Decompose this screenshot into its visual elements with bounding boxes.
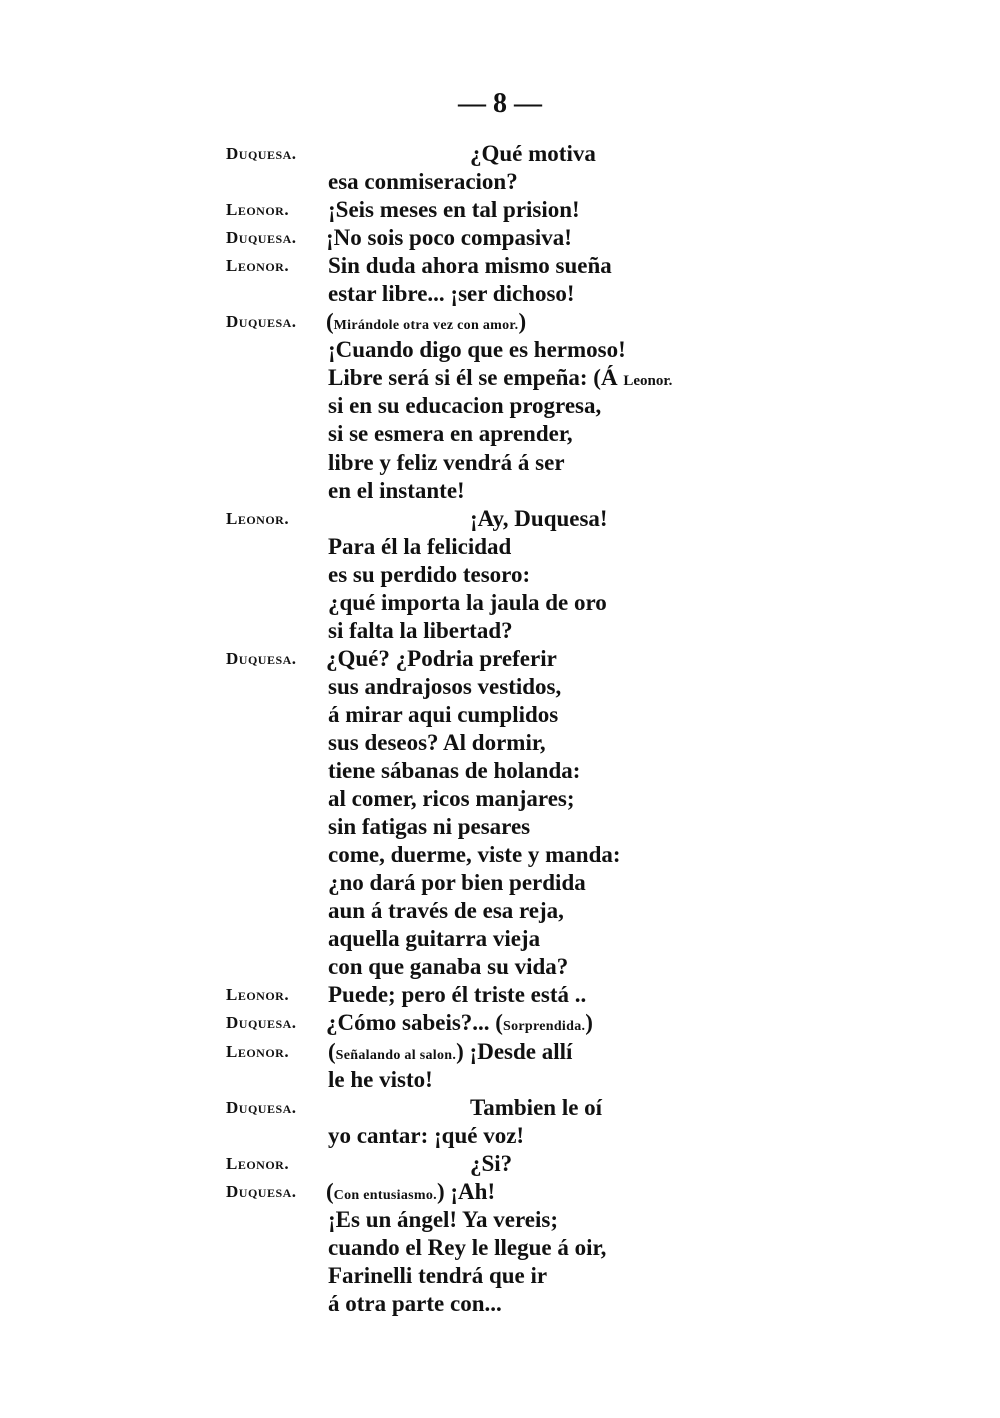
verse-text: Sin duda ahora mismo sueña xyxy=(328,253,612,279)
verse-line xyxy=(0,561,1000,589)
verse-text: ¿Qué? ¿Podria preferir xyxy=(326,645,557,671)
verse-line xyxy=(0,1066,1000,1094)
line-text xyxy=(328,561,530,589)
verse-line xyxy=(0,336,1000,364)
verse-line xyxy=(0,645,1000,673)
line-text xyxy=(328,1122,524,1150)
verse-text: ¿no dará por bien perdida xyxy=(328,870,586,896)
verse-text: á otra parte con... xyxy=(328,1290,502,1316)
verse-text: ¿Cómo sabeis?... ( xyxy=(326,1010,503,1036)
line-text xyxy=(328,1206,558,1234)
line-text xyxy=(328,533,511,561)
line-text xyxy=(328,953,568,981)
stage-direction: Con entusiasmo. xyxy=(333,1187,437,1203)
verse-line xyxy=(0,1234,1000,1262)
line-text xyxy=(328,364,672,395)
line-text xyxy=(328,813,530,841)
verse-text: ¿Si? xyxy=(470,1150,513,1176)
speaker-name: Duquesa. xyxy=(226,648,297,668)
line-text xyxy=(328,420,573,448)
verse-line xyxy=(0,1206,1000,1234)
verse-text: ¡No sois poco compasiva! xyxy=(326,225,572,251)
verse-text: sin fatigas ni pesares xyxy=(328,814,531,840)
verse-line xyxy=(0,1262,1000,1290)
verse-line xyxy=(0,897,1000,925)
verse-text: ) ¡Desde allí xyxy=(456,1038,573,1064)
line-text xyxy=(328,757,580,785)
verse-text: libre y feliz vendrá á ser xyxy=(328,449,565,475)
paren-close: ) xyxy=(518,309,527,335)
verse-text: ¿qué importa la jaula de oro xyxy=(328,589,607,615)
speaker-name: Duquesa. xyxy=(226,1097,297,1117)
verse-text: ) ¡Ah! xyxy=(436,1178,496,1204)
verse-text: esa conmiseracion? xyxy=(328,169,518,195)
speaker-name: Duquesa. xyxy=(226,1013,297,1033)
verse-line xyxy=(0,1038,1000,1066)
paren-open: ( xyxy=(328,1038,336,1064)
verse-text: es su perdido tesoro: xyxy=(328,561,531,587)
verse-text: cuando el Rey le llegue á oir, xyxy=(328,1234,607,1260)
line-text xyxy=(328,168,518,196)
verse-text: á mirar aqui cumplidos xyxy=(328,701,559,727)
stage-direction: Señalando al salon. xyxy=(335,1047,457,1063)
verse-text: ¡Ay, Duquesa! xyxy=(470,505,608,531)
speaker-name: Leonor. xyxy=(226,985,290,1005)
line-text xyxy=(328,925,540,953)
line-text xyxy=(328,252,612,280)
line-text xyxy=(328,701,558,729)
verse-text: si en su educacion progresa, xyxy=(328,393,602,419)
verse-line xyxy=(0,1009,1000,1037)
line-text xyxy=(326,224,572,252)
line-text xyxy=(328,981,586,1009)
verse-line xyxy=(0,280,1000,308)
verse-text: con que ganaba su vida? xyxy=(328,954,569,980)
verse-text: aquella guitarra vieja xyxy=(328,926,541,952)
line-text xyxy=(328,477,465,505)
verse-line xyxy=(0,449,1000,477)
line-text xyxy=(328,673,561,701)
verse-line xyxy=(0,729,1000,757)
speaker-name: Leonor. xyxy=(226,256,290,276)
speaker-name: Duquesa. xyxy=(226,1181,297,1201)
verse-text: ¡Seis meses en tal prision! xyxy=(328,197,580,223)
verse-text: Para él la felicidad xyxy=(328,533,512,559)
play-text xyxy=(0,140,1000,1318)
verse-line xyxy=(0,1290,1000,1318)
paren-open: ( xyxy=(326,1178,334,1204)
verse-line xyxy=(0,505,1000,533)
verse-line xyxy=(0,196,1000,224)
line-text xyxy=(328,589,607,617)
line-text xyxy=(328,196,580,224)
line-text xyxy=(328,1262,547,1290)
verse-text: Tambien le oí xyxy=(470,1094,603,1120)
verse-text: al comer, ricos manjares; xyxy=(328,786,575,812)
line-text xyxy=(328,785,575,813)
verse-line xyxy=(0,1094,1000,1122)
verse-text: ¡Cuando digo que es hermoso! xyxy=(328,337,626,363)
speaker-name: Duquesa. xyxy=(226,312,297,332)
verse-line xyxy=(0,953,1000,981)
line-text xyxy=(470,505,608,533)
speaker-name: Duquesa. xyxy=(226,228,297,248)
verse-line xyxy=(0,533,1000,561)
verse-text: ¿Qué motiva xyxy=(470,141,596,166)
verse-line xyxy=(0,420,1000,448)
verse-line xyxy=(0,589,1000,617)
line-text xyxy=(328,1066,433,1094)
line-text xyxy=(328,841,621,869)
line-text xyxy=(328,392,601,420)
verse-text: sus andrajosos vestidos, xyxy=(328,673,562,699)
verse-line xyxy=(0,308,1000,336)
verse-line xyxy=(0,617,1000,645)
verse-line xyxy=(0,757,1000,785)
verse-text: en el instante! xyxy=(328,477,465,503)
line-text xyxy=(328,1290,502,1318)
line-text xyxy=(470,1150,512,1178)
speaker-name: Leonor. xyxy=(226,200,290,220)
verse-text: aun á través de esa reja, xyxy=(328,898,564,924)
verse-line xyxy=(0,140,1000,168)
line-text xyxy=(328,336,626,364)
line-text xyxy=(328,617,513,645)
verse-line xyxy=(0,701,1000,729)
verse-text: Puede; pero él triste está .. xyxy=(328,982,587,1008)
verse-line xyxy=(0,364,1000,392)
stage-direction: Mirándole otra vez con amor. xyxy=(333,318,519,334)
line-text xyxy=(328,280,575,308)
line-text xyxy=(328,729,546,757)
verse-line xyxy=(0,869,1000,897)
verse-text: si falta la libertad? xyxy=(328,617,513,643)
verse-line xyxy=(0,477,1000,505)
verse-line xyxy=(0,1122,1000,1150)
paren-close: ) xyxy=(585,1010,593,1036)
verse-line xyxy=(0,925,1000,953)
verse-line xyxy=(0,1178,1000,1206)
speaker-name: Leonor. xyxy=(226,1041,290,1061)
line-text xyxy=(470,140,596,168)
verse-line xyxy=(0,981,1000,1009)
paren-open: ( xyxy=(326,309,334,335)
page-number: — 8 — xyxy=(458,88,542,119)
verse-text: Farinelli tendrá que ir xyxy=(328,1262,548,1288)
verse-line xyxy=(0,841,1000,869)
verse-text: estar libre... ¡ser dichoso! xyxy=(328,281,575,307)
verse-text: sus deseos? Al dormir, xyxy=(328,729,546,755)
speaker-name: Duquesa. xyxy=(226,144,297,163)
verse-line xyxy=(0,785,1000,813)
verse-text: le he visto! xyxy=(328,1066,433,1092)
verse-line xyxy=(0,1150,1000,1178)
aside-direction: Leonor. xyxy=(623,373,673,390)
verse-line xyxy=(0,224,1000,252)
verse-text: yo cantar: ¡qué voz! xyxy=(328,1122,525,1148)
verse-text: si se esmera en aprender, xyxy=(328,421,573,447)
verse-text: come, duerme, viste y manda: xyxy=(328,842,621,868)
speaker-name: Leonor. xyxy=(226,508,290,528)
line-text xyxy=(328,897,564,925)
verse-text: tiene sábanas de holanda: xyxy=(328,758,581,784)
line-text xyxy=(326,645,557,673)
stage-direction: Sorprendida. xyxy=(502,1019,586,1035)
verse-text: ¡Es un ángel! Ya vereis; xyxy=(328,1206,558,1232)
verse-text: Libre será si él se empeña: (Á xyxy=(328,365,618,391)
verse-line xyxy=(0,813,1000,841)
line-text xyxy=(328,869,586,897)
line-text xyxy=(470,1094,602,1122)
verse-line xyxy=(0,168,1000,196)
verse-line xyxy=(0,392,1000,420)
line-text xyxy=(328,449,565,477)
line-text xyxy=(328,1234,606,1262)
speaker-name: Leonor. xyxy=(226,1153,290,1173)
verse-line xyxy=(0,673,1000,701)
verse-line xyxy=(0,252,1000,280)
